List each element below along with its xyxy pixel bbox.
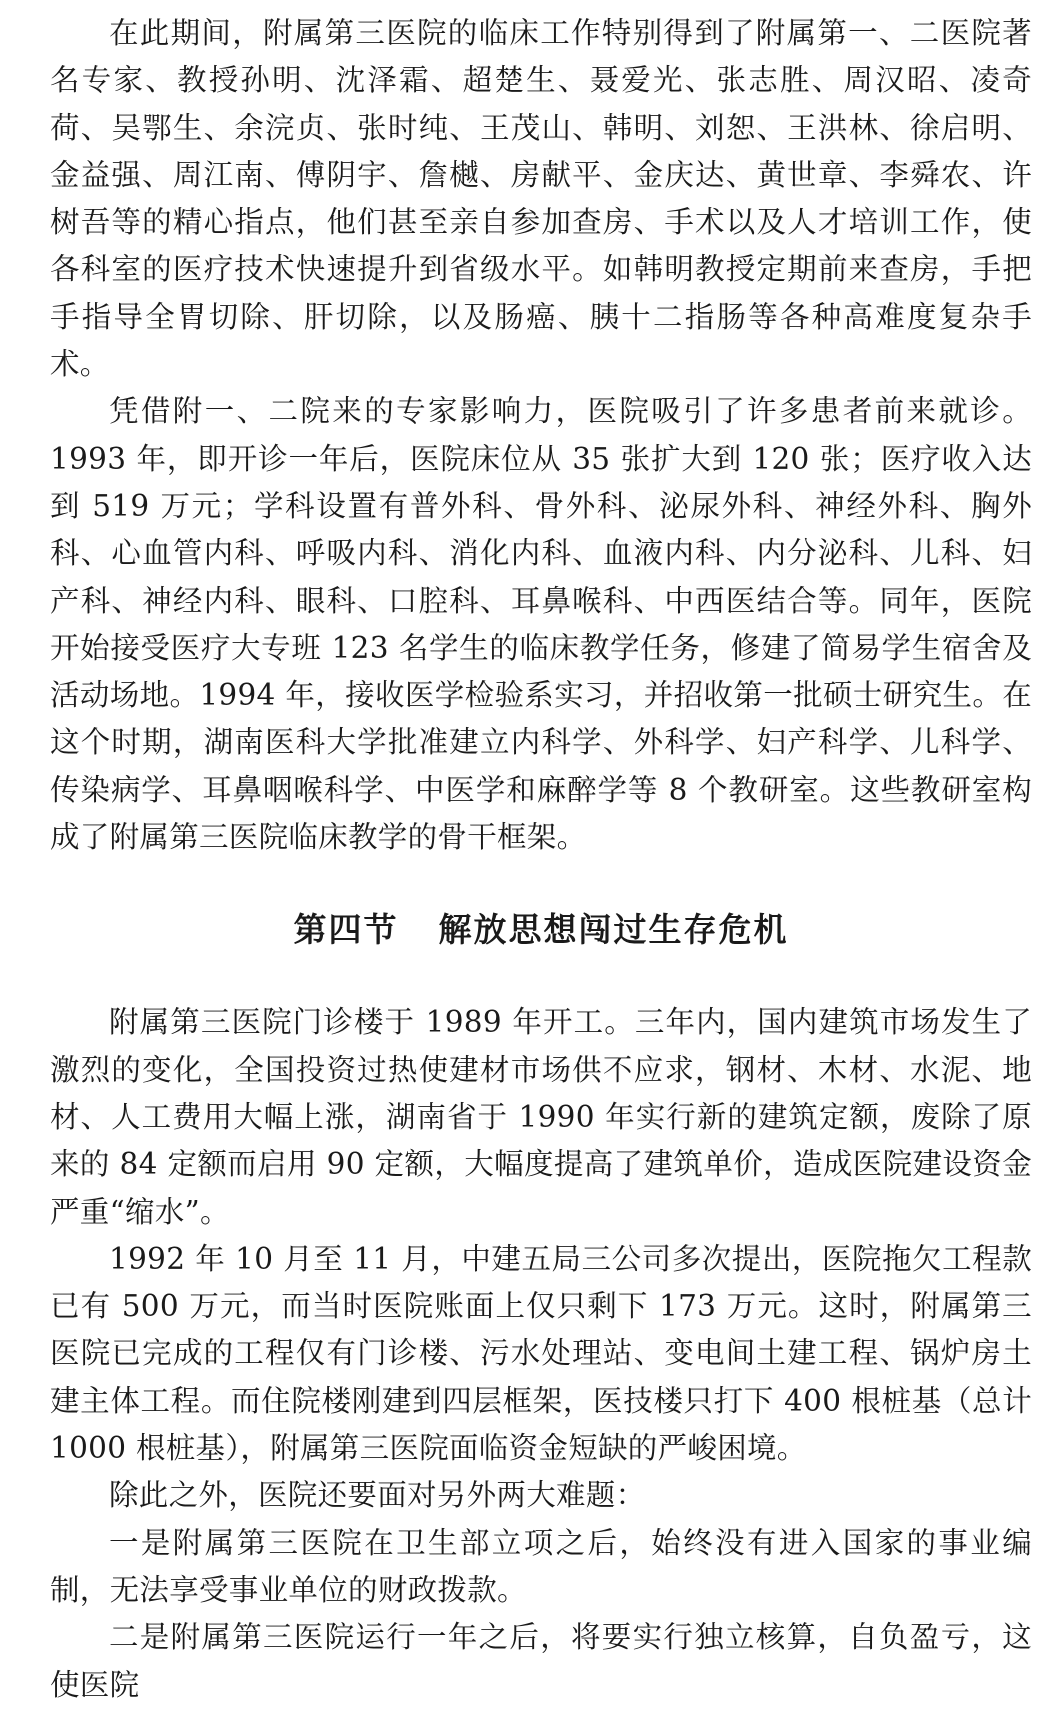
body-paragraph: 二是附属第三医院运行一年之后，将要实行独立核算，自负盈亏，这使医院 bbox=[50, 1620, 1032, 1702]
body-paragraph: 除此之外，医院还要面对另外两大难题： bbox=[109, 1478, 646, 1513]
body-paragraph: 在此期间，附属第三医院的临床工作特别得到了附属第一、二医院著名专家、教授孙明、沈泽霜、超楚生、聂爱光、张志胜、周汉昭、凌奇荷、吴鄂生、余浣贞、张时纯、王茂山、韩明、刘恕、王洪林、徐启明、金益强、周江南、傅阴宇、詹樾、房献平、金庆达、黄世章、李舜农、许树吾等的精心指点，他们甚至亲自参加查房、手术以及人才培训工作，使各科室的医疗技术快速提升到省级水平。如韩明教授定期前来查房，手把手指导全胃切除、肝切除，以及肠癌、胰十二指肠等各种高难度复杂手术。 bbox=[50, 16, 1032, 382]
body-paragraph: 1992 年 10 月至 11 月，中建五局三公司多次提出，医院拖欠工程款已有 500 万元，而当时医院账面上仅只剩下 173 万元。这时，附属第三医院已完成的工程仅有门诊楼、污水处理站、变电间土建工程、锅炉房土建主体工程。而住院楼刚建到四层框架，医技楼只打下 400 根桩基（总计 1000 根桩基），附属第三医院面临资金短缺的严峻困境。 bbox=[50, 1241, 1032, 1466]
section-number: 第四节 bbox=[293, 910, 399, 950]
section-title-text: 解放思想闯过生存危机 bbox=[438, 910, 789, 950]
section-heading bbox=[50, 861, 1032, 999]
document-page bbox=[50, 10, 1032, 1709]
body-paragraph: 一是附属第三医院在卫生部立项之后，始终没有进入国家的事业编制，无法享受事业单位的财政拨款。 bbox=[50, 1525, 1032, 1607]
body-paragraph: 凭借附一、二院来的专家影响力，医院吸引了许多患者前来就诊。1993 年，即开诊一年后，医院床位从 35 张扩大到 120 张；医疗收入达到 519 万元；学科设置有普外科、骨外科、泌尿外科、神经外科、胸外科、心血管内科、呼吸内科、消化内科、血液内科、内分泌科、儿科、妇产科、神经内科、眼科、口腔科、耳鼻喉科、中西医结合等。同年，医院开始接受医疗大专班 123 名学生的临床教学任务，修建了简易学生宿舍及活动场地。1994 年，接收医学检验系实习，并招收第一批硕士研究生。在这个时期，湖南医科大学批准建立内科学、外科学、妇产科学、儿科学、传染病学、耳鼻咽喉科学、中医学和麻醉学等 8 个教研室。这些教研室构成了附属第三医院临床教学的骨干框架。 bbox=[50, 394, 1032, 855]
body-paragraph: 附属第三医院门诊楼于 1989 年开工。三年内，国内建筑市场发生了激烈的变化，全国投资过热使建材市场供不应求，钢材、木材、水泥、地材、人工费用大幅上涨，湖南省于 1990 年实行新的建筑定额，废除了原来的 84 定额而启用 90 定额，大幅度提高了建筑单价，造成医院建设资金严重“缩水”。 bbox=[50, 1005, 1032, 1229]
